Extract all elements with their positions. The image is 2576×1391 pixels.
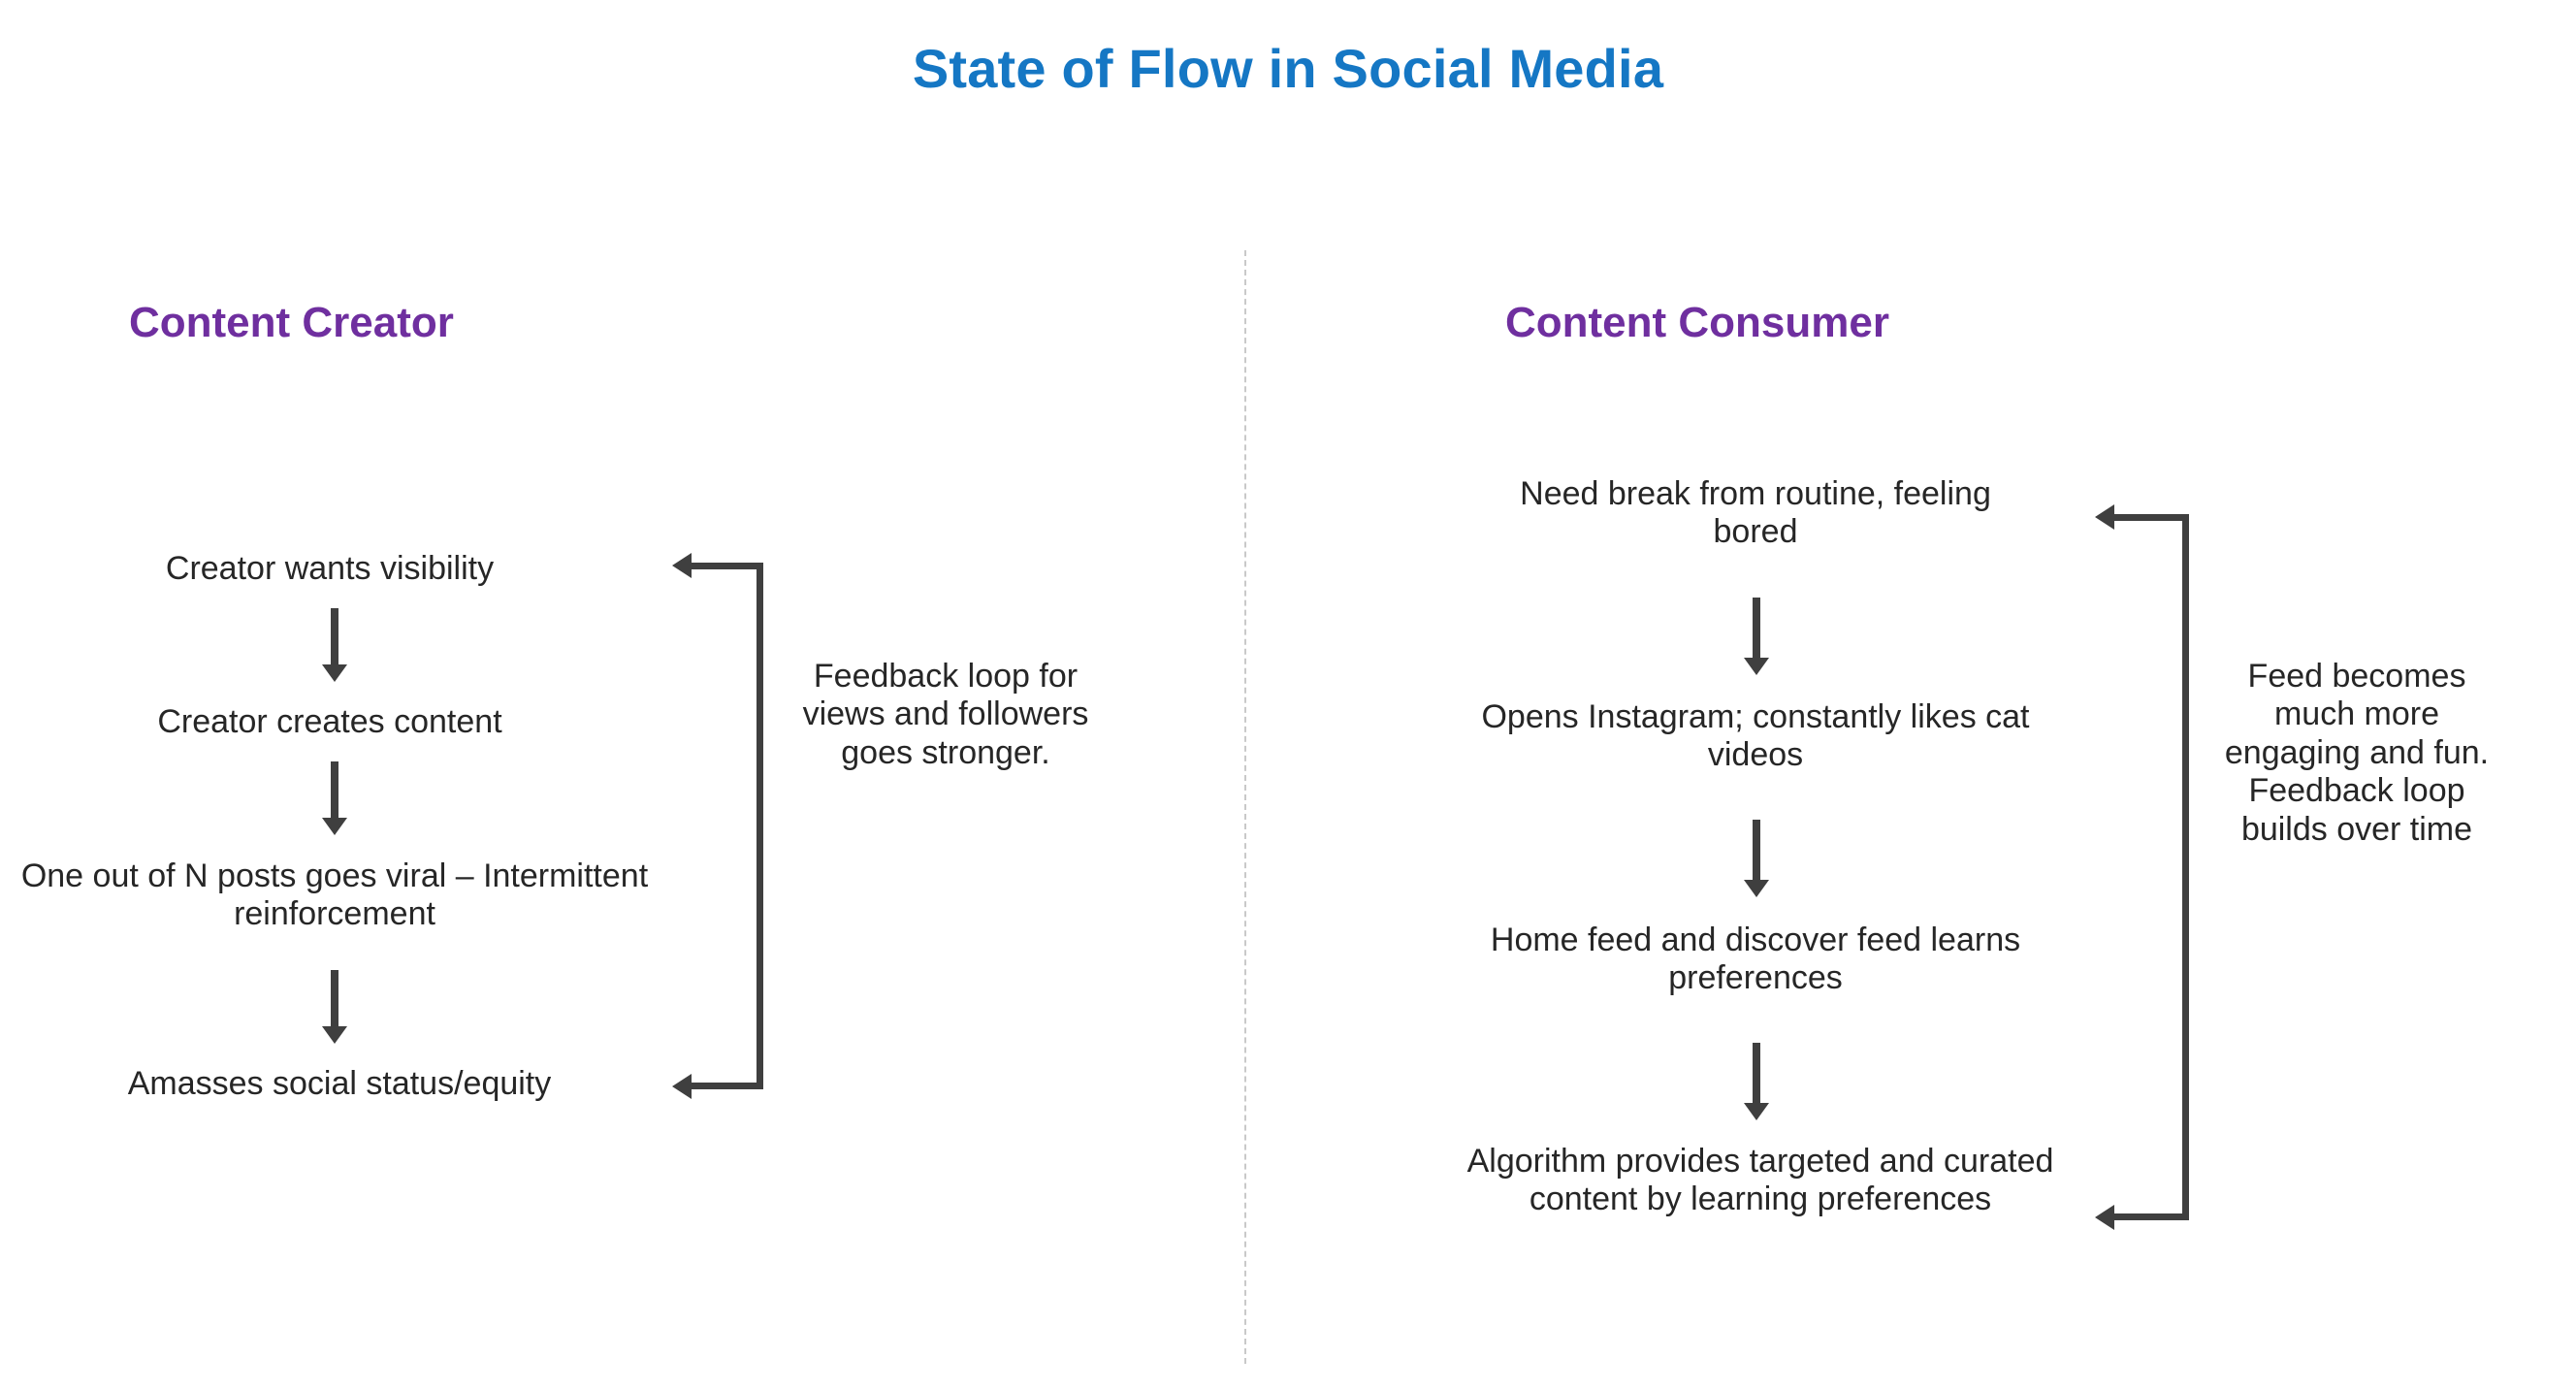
- column-heading-consumer: Content Consumer: [1505, 299, 1889, 346]
- consumer-node-3: Home feed and discover feed learns preferences: [1490, 922, 2021, 997]
- consumer-feedback-loop: [2090, 504, 2197, 1222]
- creator-node-2: Creator creates content: [157, 703, 502, 740]
- consumer-arrow-2: [1744, 820, 1769, 897]
- column-divider: [1244, 250, 1246, 1364]
- consumer-node-4: Algorithm provides targeted and curated content by learning preferences: [1466, 1143, 2054, 1218]
- creator-arrow-3: [322, 970, 347, 1044]
- creator-arrow-2: [322, 761, 347, 835]
- creator-feedback-loop: [669, 553, 766, 1096]
- creator-node-1: Creator wants visibility: [165, 550, 495, 587]
- creator-arrow-1: [322, 608, 347, 682]
- consumer-loop-label: Feed becomes much more engaging and fun. Feedback loop builds over time: [2224, 658, 2490, 848]
- creator-node-3: One out of N posts goes viral – Intermittent reinforcement: [20, 857, 649, 933]
- consumer-arrow-1: [1744, 598, 1769, 675]
- page-title: State of Flow in Social Media: [912, 38, 1664, 99]
- consumer-arrow-3: [1744, 1043, 1769, 1120]
- creator-loop-label: Feedback loop for views and followers goes stronger.: [802, 658, 1089, 771]
- consumer-node-1: Need break from routine, feeling bored: [1520, 475, 1991, 551]
- column-heading-creator: Content Creator: [129, 299, 454, 346]
- creator-node-4: Amasses social status/equity: [127, 1065, 552, 1102]
- consumer-node-2: Opens Instagram; constantly likes cat videos: [1481, 698, 2030, 774]
